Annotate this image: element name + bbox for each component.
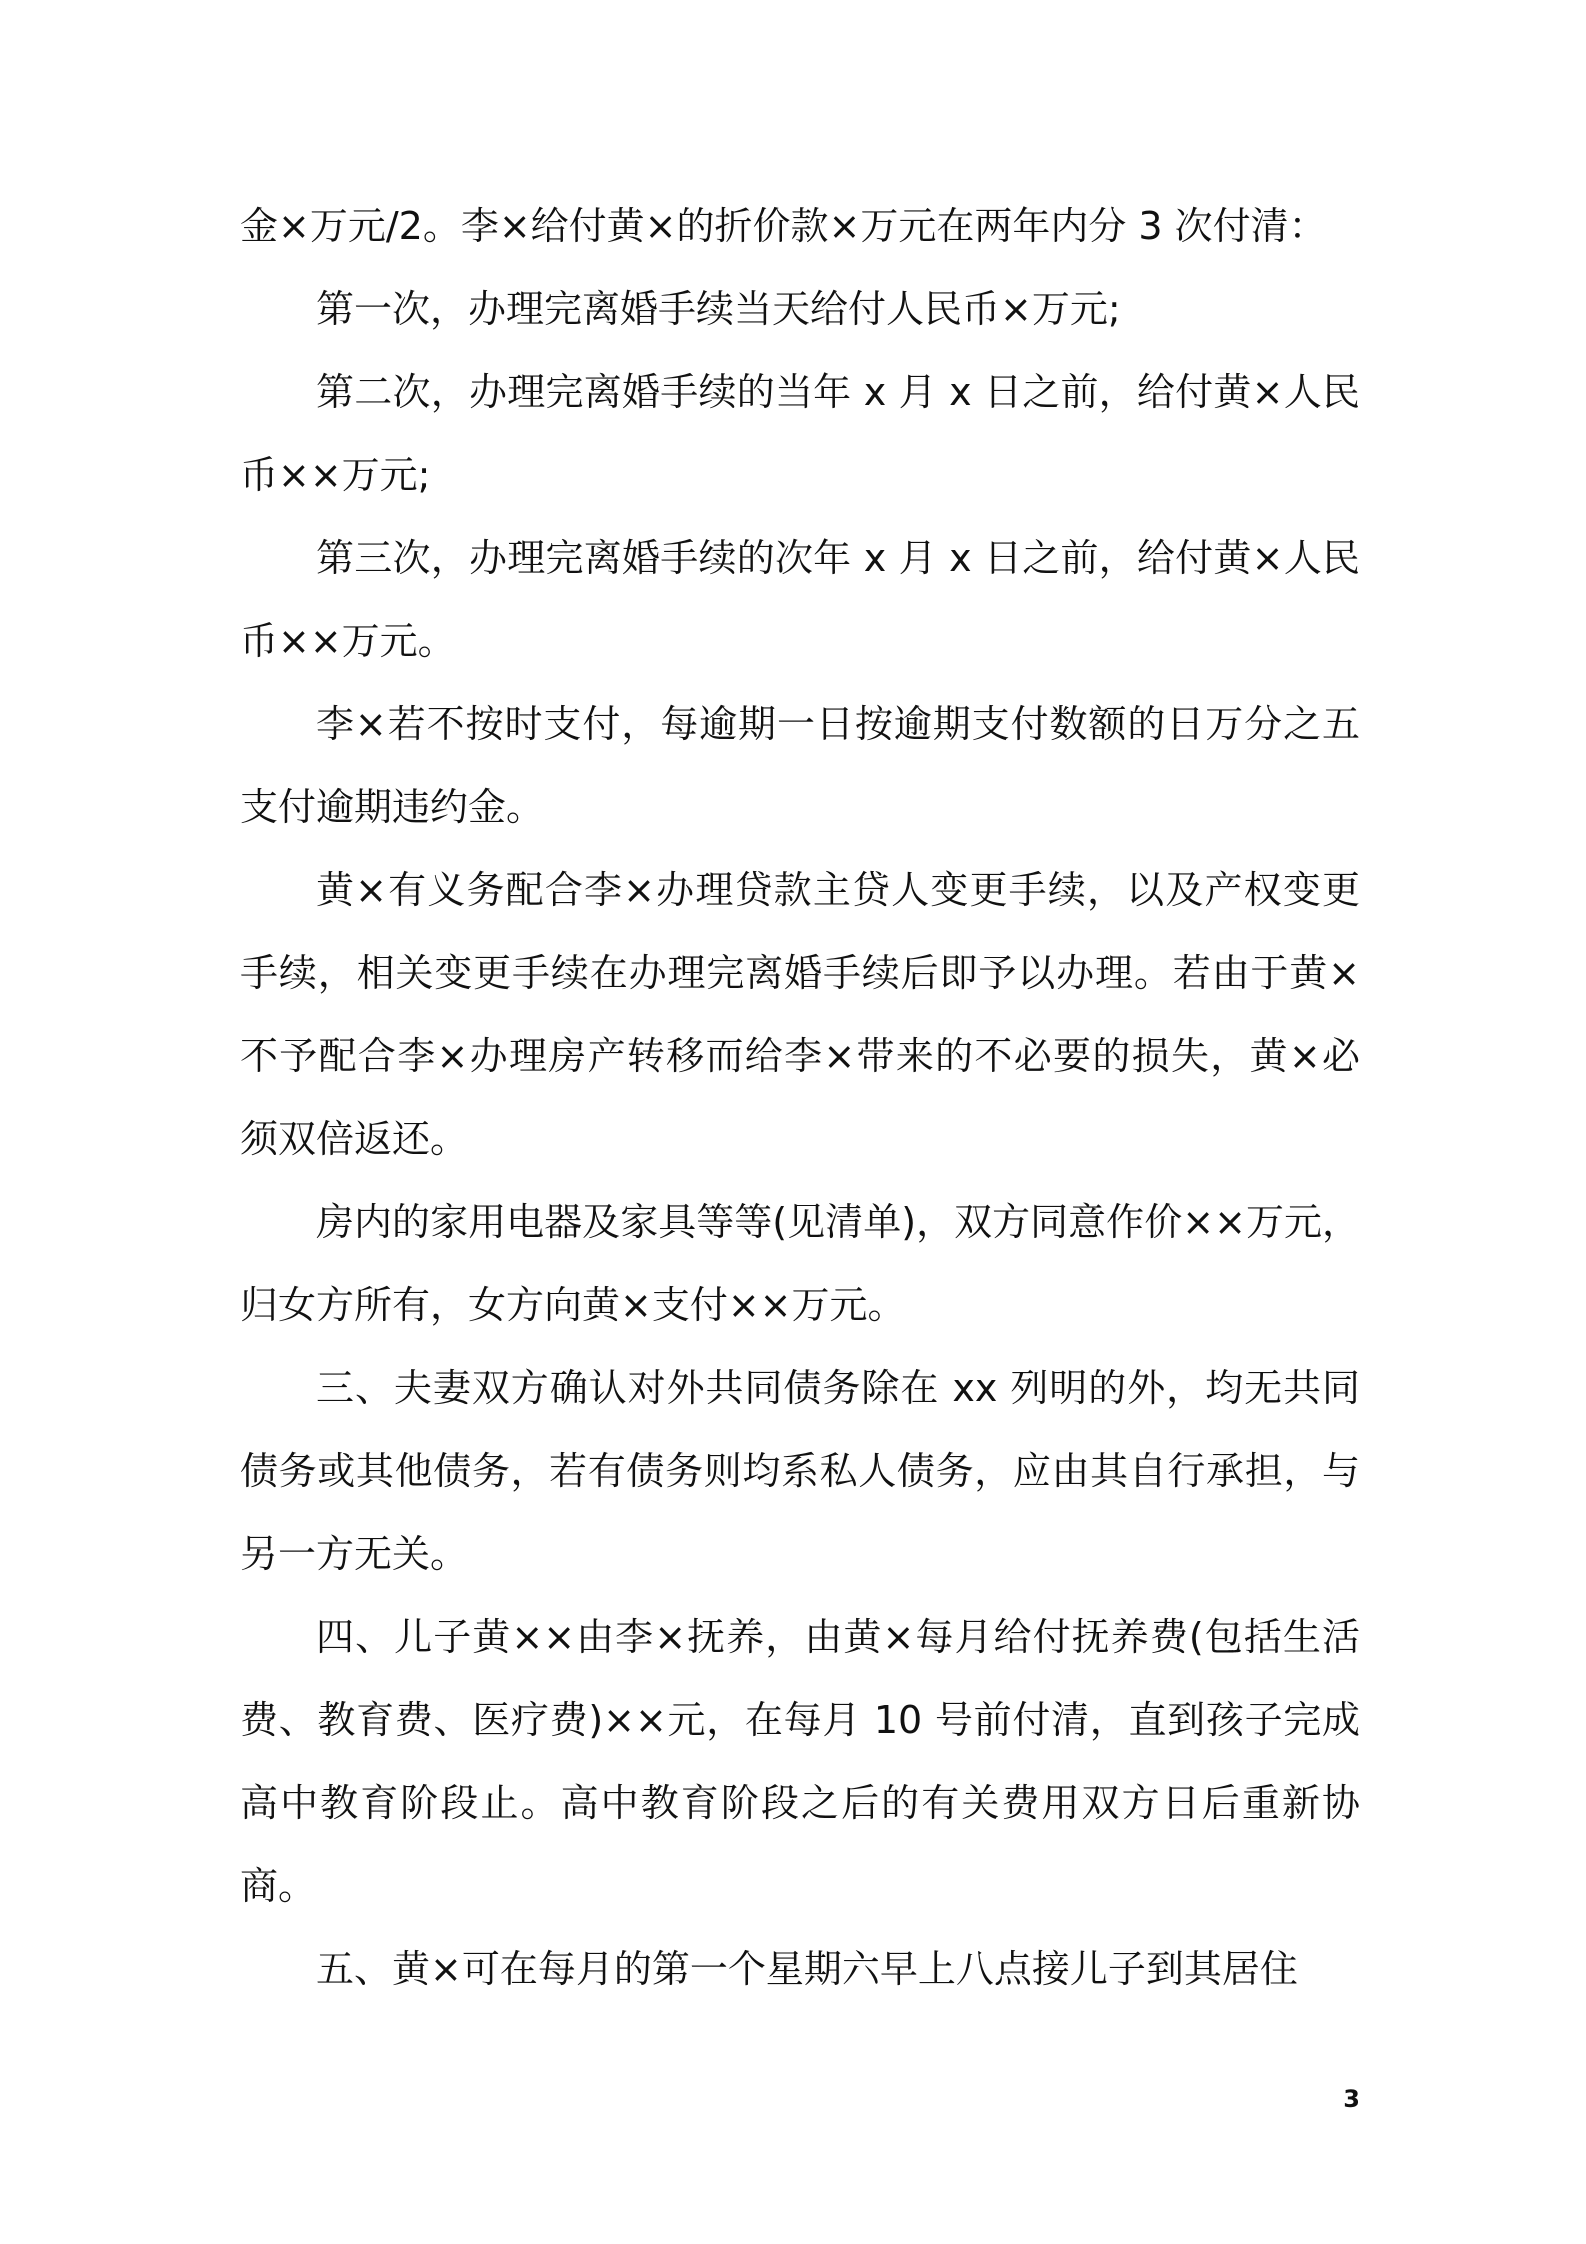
paragraph-7: 房内的家用电器及家具等等(见清单)，双方同意作价××万元，归女方所有，女方向黄×支付××万元。 xyxy=(240,1200,1360,1327)
paragraph-9: 四、儿子黄××由李×抚养，由黄×每月给付抚养费(包括生活费、教育费、医疗费)××元，在每月 10 号前付清，直到孩子完成高中教育阶段止。高中教育阶段之后的有关费用双方日后重新协商。 xyxy=(240,1615,1360,1908)
page-number: 3 xyxy=(1343,2085,1360,2113)
paragraph-10: 五、黄×可在每月的第一个星期六早上八点接儿子到其居住 xyxy=(316,1947,1298,1991)
paragraph-5: 李×若不按时支付，每逾期一日按逾期支付数额的日万分之五支付逾期违约金。 xyxy=(240,702,1360,829)
paragraph-2: 第一次，办理完离婚手续当天给付人民币×万元; xyxy=(316,287,1121,331)
paragraph-4: 第三次，办理完离婚手续的次年 x 月 x 日之前，给付黄×人民币××万元。 xyxy=(240,536,1360,663)
paragraph-1: 金×万元/2。李×给付黄×的折价款×万元在两年内分 3 次付清： xyxy=(240,204,1327,248)
document-body xyxy=(240,185,1360,2011)
paragraph-6: 黄×有义务配合李×办理贷款主贷人变更手续，以及产权变更手续，相关变更手续在办理完离婚手续后即予以办理。若由于黄×不予配合李×办理房产转移而给李×带来的不必要的损失，黄×必须双倍返还。 xyxy=(240,868,1360,1161)
paragraph-3: 第二次，办理完离婚手续的当年 x 月 x 日之前，给付黄×人民币××万元; xyxy=(240,370,1360,497)
paragraph-8: 三、夫妻双方确认对外共同债务除在 xx 列明的外，均无共同债务或其他债务，若有债务则均系私人债务，应由其自行承担，与另一方无关。 xyxy=(240,1366,1360,1576)
